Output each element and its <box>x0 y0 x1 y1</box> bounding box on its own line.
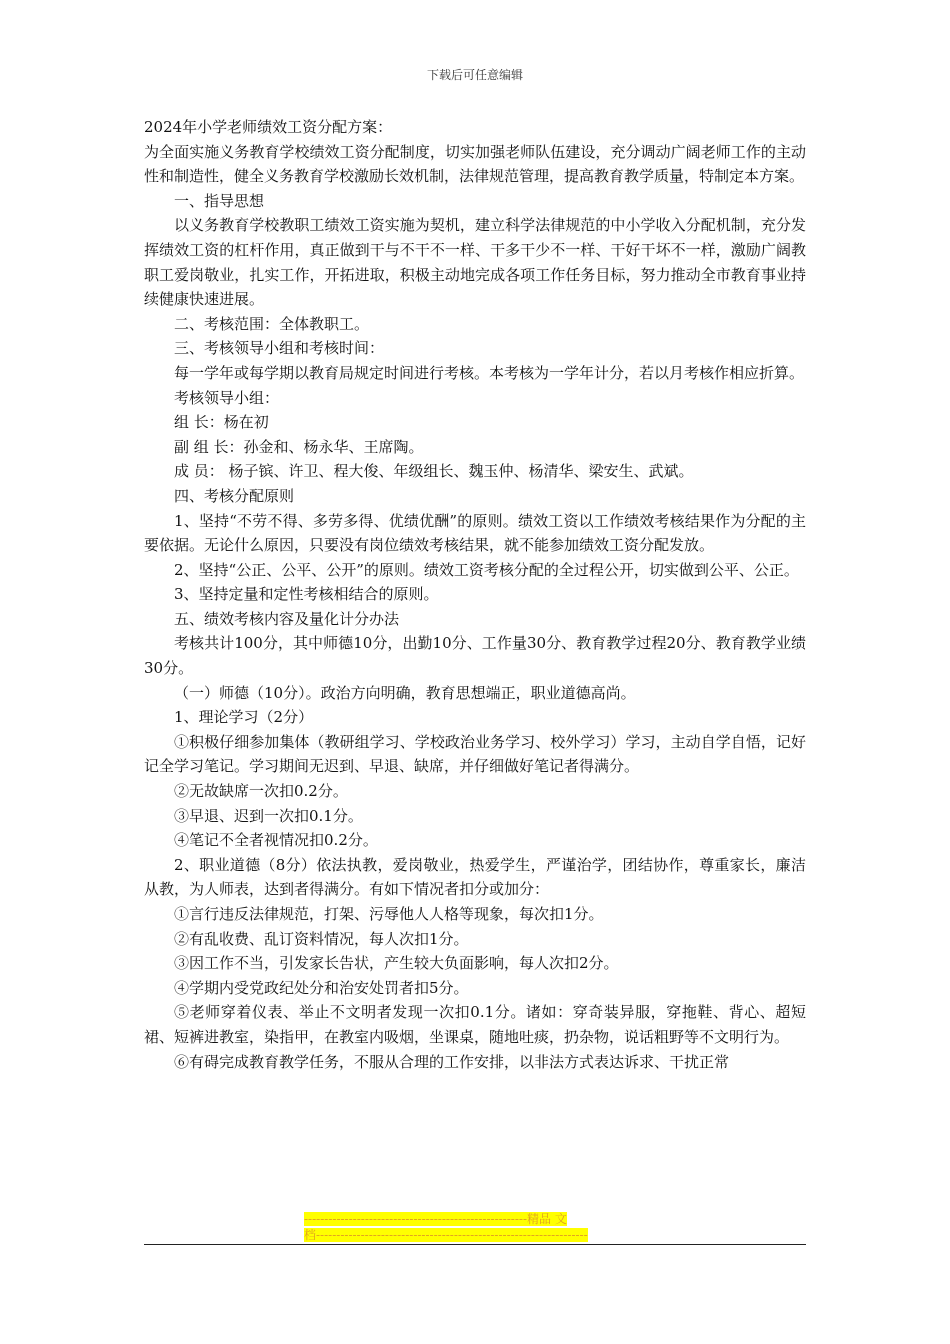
paragraph: 三、考核领导小组和考核时间： <box>174 339 385 358</box>
footer-banner <box>144 1211 806 1243</box>
paragraph: 2024年小学老师绩效工资分配方案： <box>144 118 393 136</box>
paragraph: ②无故缺席一次扣0.2分。 <box>174 782 348 801</box>
paragraph: （一）师德（10分）。政治方向明确，教育思想端正，职业道德高尚。 <box>174 683 636 702</box>
paragraph: 二、考核范围：全体教职工。 <box>174 314 370 333</box>
paragraph: 2、坚持“公正、公平、公开”的原则。绩效工资考核分配的全过程公开，切实做到公平、公正。 <box>174 560 799 579</box>
page-header: 下载后可任意编辑 <box>426 68 523 82</box>
paragraph: ①言行违反法律规范，打架、污辱他人人格等现象，每次扣1分。 <box>174 905 604 923</box>
paragraph: ④学期内受党政纪处分和治安处罚者扣5分。 <box>174 978 469 997</box>
bottom-rule <box>144 1244 806 1245</box>
paragraph: 为全面实施义务教育学校绩效工资分配制度，切实加强老师队伍建设，充分调动广阔老师工作的主动性和制造性，健全义务教育学校激励长效机制，法律规范管理，提高教育教学质量，特制定本方案。 <box>144 142 806 186</box>
paragraph: 成 员： 杨子镔、许卫、程大俊、年级组长、魏玉仲、杨清华、梁安生、武斌。 <box>174 462 694 481</box>
paragraph: 2、职业道德（8分）依法执教，爱岗敬业，热爱学生，严谨治学，团结协作，尊重家长，廉洁从教，为人师表，达到者得满分。有如下情况者扣分或加分： <box>144 855 806 899</box>
paragraph: ③早退、迟到一次扣0.1分。 <box>174 806 363 825</box>
paragraph: 一、指导思想 <box>174 191 265 210</box>
paragraph: 考核领导小组： <box>174 388 280 407</box>
paragraph: 每一学年或每学期以教育局规定时间进行考核。本考核为一学年计分，若以月考核作相应折算。 <box>174 363 805 382</box>
paragraph: ③因工作不当，引发家长告状，产生较大负面影响，每人次扣2分。 <box>174 954 619 973</box>
paragraph: 以义务教育学校教职工绩效工资实施为契机，建立科学法律规范的中小学收入分配机制，充分发挥绩效工资的杠杆作用，真正做到干与不干不一样、干多干少不一样、干好干坏不一样，激励广阔教职工爱岗敬业，扎实工作，开拓进取，积极主动地完成各项工作任务目标，努力推动全市教育事业持续健康快速进展。 <box>144 216 806 309</box>
paragraph: ⑤老师穿着仪表、举止不文明者发现一次扣0.1分。诸如：穿奇装异服，穿拖鞋、背心、超短裙、短裤进教室，染指甲，在教室内吸烟，坐课桌，随地吐痰，扔杂物，说话粗野等不文明行为。 <box>144 1003 806 1046</box>
paragraph: ⑥有碍完成教育教学任务，不服从合理的工作安排，以非法方式表达诉求、干扰正常 <box>174 1052 730 1071</box>
paragraph: 组 长：杨在初 <box>174 413 269 432</box>
paragraph: ④笔记不全者视情况扣0.2分。 <box>174 831 378 850</box>
paragraph: 考核共计100分，其中师德10分，出勤10分、工作量30分、教育教学过程20分、教育教学业绩30分。 <box>144 634 806 678</box>
paragraph: 1、理论学习（2分） <box>174 708 314 727</box>
paragraph: 五、绩效考核内容及量化计分办法 <box>174 609 400 628</box>
footer-line-2: 档------------------------------------------------------------------- <box>304 1228 588 1242</box>
paragraph: 副 组 长：孙金和、杨永华、王席陶。 <box>174 437 424 456</box>
document-body <box>144 115 806 1074</box>
paragraph: ②有乱收费、乱订资料情况，每人次扣1分。 <box>174 929 469 948</box>
footer-line-1: -------------------------------------------------------精品 文 <box>304 1212 567 1226</box>
paragraph: 3、坚持定量和定性考核相结合的原则。 <box>174 585 439 604</box>
paragraph: ①积极仔细参加集体（教研组学习、学校政治业务学习、校外学习）学习，主动自学自悟，记好记全学习笔记。学习期间无迟到、早退、缺席，并仔细做好笔记者得满分。 <box>144 732 806 776</box>
paragraph: 1、坚持“不劳不得、多劳多得、优绩优酬”的原则。绩效工资以工作绩效考核结果作为分配的主要依据。无论什么原因，只要没有岗位绩效考核结果，就不能参加绩效工资分配发放。 <box>144 511 806 555</box>
paragraph: 四、考核分配原则 <box>174 486 295 505</box>
